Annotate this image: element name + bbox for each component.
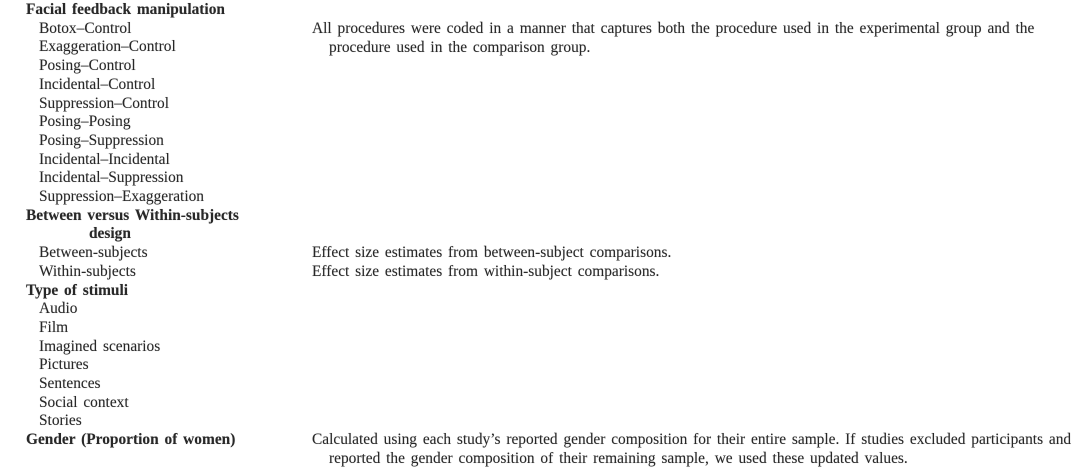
section-header-between-within-design: Between versus Within-subjects design xyxy=(26,206,239,243)
description-facial-feedback: All procedures were coded in a manner that captures both the procedure used in the experimental group and the procedure used in the comparison group. xyxy=(312,20,1035,56)
moderator-item: Incidental–Suppression xyxy=(39,169,184,187)
moderator-item: Incidental–Control xyxy=(39,75,156,93)
moderator-item: Suppression–Control xyxy=(39,94,169,112)
description-within-subjects: Effect size estimates from within-subject comparisons. xyxy=(312,262,660,280)
moderator-item: Imagined scenarios xyxy=(39,337,161,355)
description-between-subjects: Effect size estimates from between-subject comparisons. xyxy=(312,244,672,261)
section-header-type-of-stimuli: Type of stimuli xyxy=(26,281,129,299)
moderator-item: Exaggeration–Control xyxy=(39,38,176,56)
section-header-facial-feedback: Facial feedback manipulation xyxy=(26,1,225,18)
description-gender: Calculated using each study’s reported gender composition for their entire sample. If studies excluded participants and reported the gender composition of their remaining sample, we used these updated values. xyxy=(312,431,1072,467)
moderator-item: Sentences xyxy=(39,375,101,393)
moderator-item: Posing–Suppression xyxy=(39,131,164,149)
moderator-item: Posing–Posing xyxy=(39,113,131,131)
moderator-item: Film xyxy=(39,318,69,336)
moderator-item: Within-subjects xyxy=(39,262,136,280)
moderator-item: Posing–Control xyxy=(39,57,136,75)
moderator-item: Pictures xyxy=(39,356,89,374)
moderator-item: Botox–Control xyxy=(39,19,132,37)
moderator-item: Audio xyxy=(39,300,78,318)
moderator-item: Social context xyxy=(39,393,129,411)
moderator-item: Stories xyxy=(39,412,82,430)
moderator-column xyxy=(26,1,310,450)
section-header-gender: Gender (Proportion of women) xyxy=(26,431,236,449)
moderator-item: Suppression–Exaggeration xyxy=(39,188,204,206)
moderator-item: Incidental–Incidental xyxy=(39,150,170,168)
description-design-block xyxy=(312,244,1070,281)
moderator-item: Between-subjects xyxy=(39,244,148,262)
